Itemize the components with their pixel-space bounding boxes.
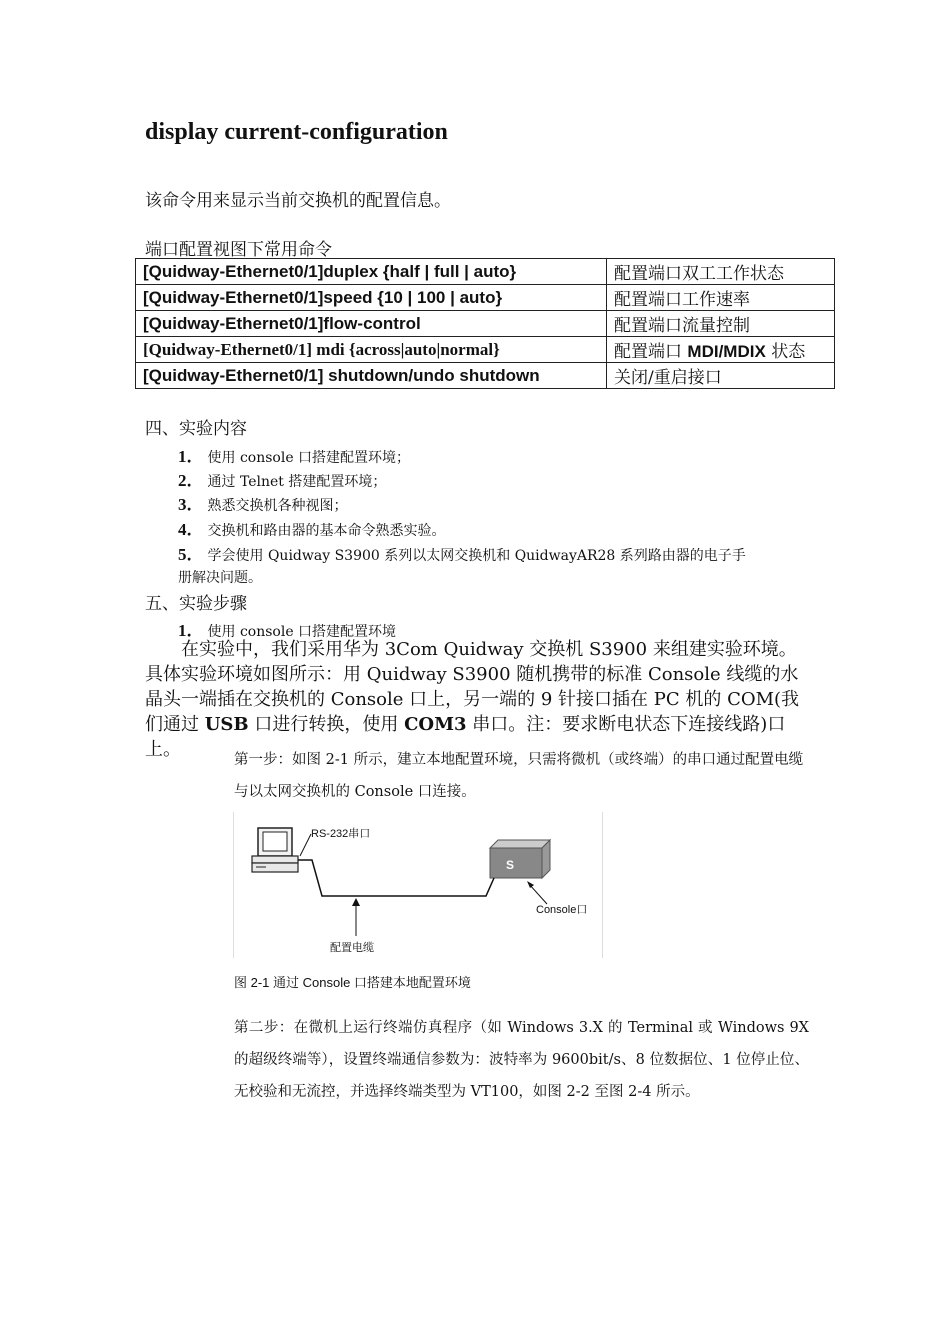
list-item [178,442,410,467]
console-cable [298,860,494,896]
table-row [136,311,835,337]
description-cell [607,337,835,363]
usb-label: USB [204,714,249,735]
step-text: 使用 console 口搭建配置环境 [207,624,397,640]
figure-2-1 [233,812,603,958]
switch-icon [490,840,550,878]
com3-label: COM3 [404,714,467,735]
list-text: 通过 Telnet 搭建配置环境； [207,474,387,490]
console-port-label: Console口 [536,904,588,916]
table-row [136,285,835,311]
list-item [178,515,446,540]
command-cell: [Quidway-Ethernet0/1] shutdown/undo shutdown [136,363,607,389]
list-text: 熟悉交换机各种视图； [207,498,348,514]
rs232-label: RS-232串口 [311,828,371,840]
list-item-continuation: 册解决问题。 [178,570,262,586]
section-5-heading: 五、实验步骤 [145,594,247,614]
paragraph-text: 在实验中，我们采用华为 3Com Quidway 交换机 S3900 来组建实验环境。具体实验环境如图所示：用 Quidway S3900 随机携带的标准 Console 线缆的水晶头一端插在交换机的 Console 口上，另一端的 9 针接口插在 PC 机的 COM(我们通过 [145,639,800,735]
description-cell: 关闭/重启接口 [607,363,835,389]
list-number: 5． [178,545,204,564]
table-row [136,259,835,285]
description-prefix: 配置端口 [614,342,688,362]
command-cell: [Quidway-Ethernet0/1]flow-control [136,311,607,337]
list-number: 1． [178,447,204,466]
list-item [178,466,386,491]
list-item [178,540,746,565]
list-text: 学会使用 Quidway S3900 系列以太网交换机和 QuidwayAR28 系列路由器的电子手 [207,548,746,564]
description-cell: 配置端口流量控制 [607,311,835,337]
svg-text:S: S [506,858,515,872]
step-one-paragraph: 第一步：如图 2-1 所示，建立本地配置环境，只需将微机（或终端）的串口通过配置电缆与以太网交换机的 Console 口连接。 [234,752,804,800]
paragraph-text: 口进行转换，使用 [248,714,405,735]
list-text: 交换机和路由器的基本命令熟悉实验。 [207,523,446,539]
list-number: 4． [178,520,204,539]
figure-caption: 图 2-1 通过 Console 口搭建本地配置环境 [234,975,471,990]
cable-label: 配置电缆 [330,942,374,954]
table-caption: 端口配置视图下常用命令 [145,240,332,260]
intro-text: 该命令用来显示当前交换机的配置信息。 [145,191,451,211]
description-suffix: 状态 [765,342,806,362]
rs232-pointer [300,834,311,856]
description-cell: 配置端口工作速率 [607,285,835,311]
step-number: 1． [178,621,204,640]
section-4-heading: 四、实验内容 [145,419,247,439]
command-table [135,258,835,389]
mdi-mdix-label: MDI/MDIX [687,342,766,361]
table-row [136,363,835,389]
list-item [178,490,348,515]
list-number: 2． [178,471,204,490]
command-cell: [Quidway-Ethernet0/1] mdi {across|auto|normal} [136,337,607,363]
paragraph-text: 串口。注：要求断电状态下连接线路)口上。 [145,714,786,760]
command-cell: [Quidway-Ethernet0/1]speed {10 | 100 | auto} [136,285,607,311]
list-number: 3． [178,495,204,514]
page-title: display current-configuration [145,119,448,145]
step-two-paragraph: 第二步：在微机上运行终端仿真程序（如 Windows 3.X 的 Terminal 或 Windows 9X 的超级终端等），设置终端通信参数为：波特率为 9600bit/s、8 位数据位、1 位停止位、无校验和无流控，并选择终端类型为 VT100，如图 2-2 至图 2-4 所示。 [234,1020,809,1100]
description-cell: 配置端口双工工作状态 [607,259,835,285]
pc-icon [252,828,298,872]
table-row [136,337,835,363]
list-text: 使用 console 口搭建配置环境； [207,450,411,466]
connection-diagram [234,812,602,958]
command-cell: [Quidway-Ethernet0/1]duplex {half | full | auto} [136,259,607,285]
